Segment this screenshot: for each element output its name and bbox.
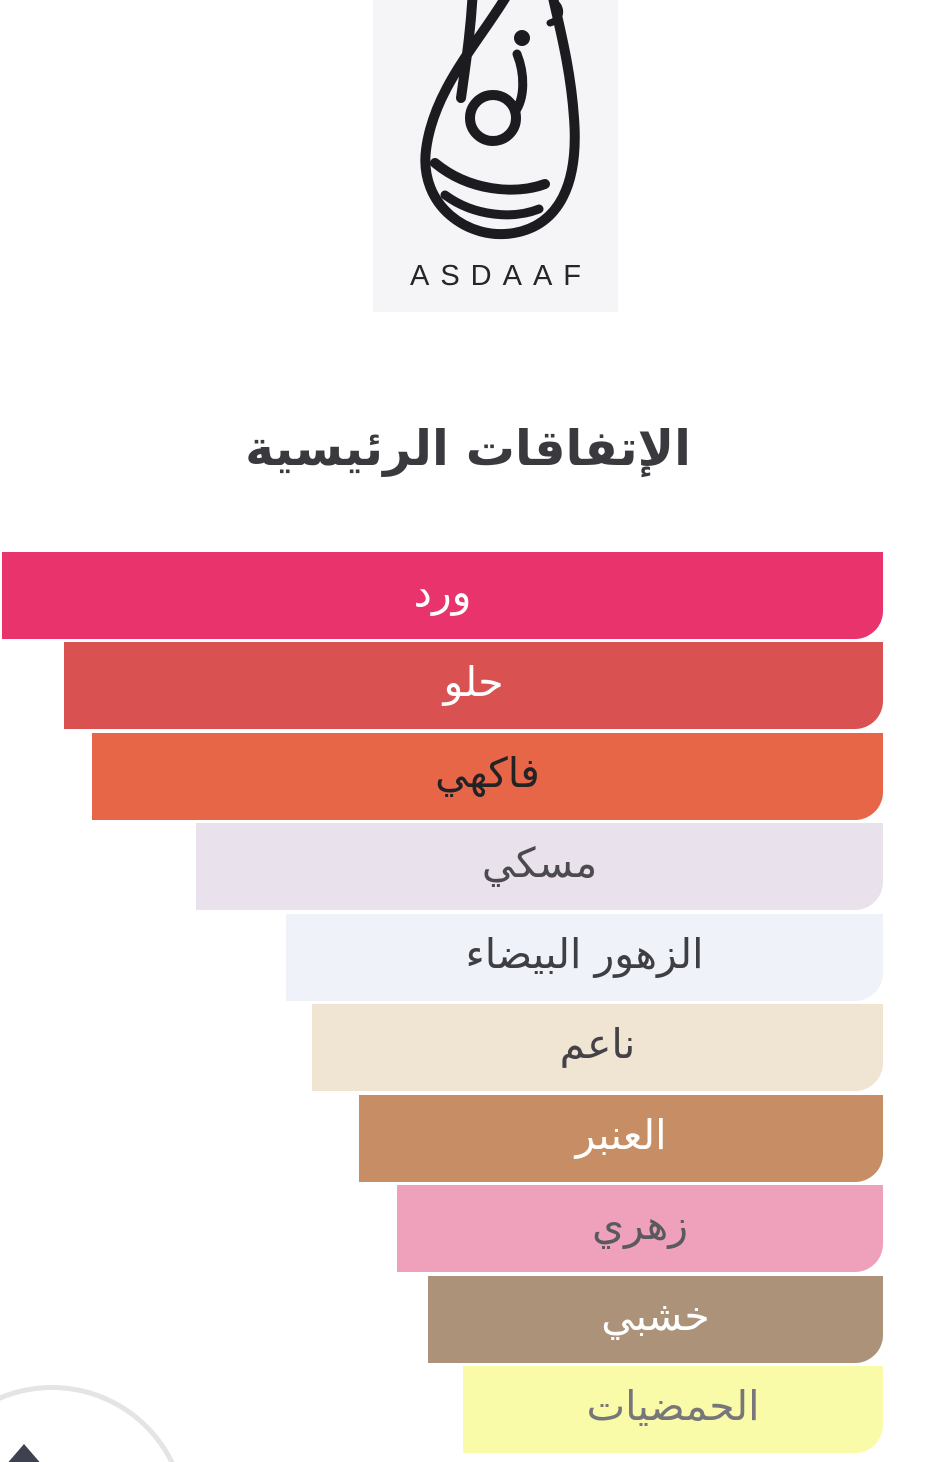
accord-bar-fruity	[92, 733, 883, 820]
accord-label: العنبر	[575, 1111, 667, 1159]
accord-label: الزهور البيضاء	[465, 930, 704, 978]
accord-bar-floral	[397, 1185, 883, 1272]
brand-wordmark: ASDAAF	[409, 260, 593, 292]
accord-bar-sweet	[64, 642, 883, 729]
accord-label: خشبي	[601, 1292, 710, 1340]
accord-label: ورد	[413, 568, 472, 616]
accord-bar-rose	[2, 552, 883, 639]
accord-bar-citrus	[463, 1366, 883, 1453]
accord-label: الحمضيات	[586, 1382, 760, 1430]
accord-bar-amber	[359, 1095, 883, 1182]
chevron-up-icon[interactable]	[5, 1444, 43, 1462]
accord-bar-soft	[312, 1004, 883, 1091]
accord-bar-musky	[196, 823, 883, 910]
accord-label: مسكي	[481, 839, 598, 887]
accord-bar-woody	[428, 1276, 883, 1363]
page-title: الإتفاقات الرئيسية	[245, 420, 691, 477]
accord-label: ناعم	[559, 1020, 636, 1068]
accord-label: حلو	[443, 658, 504, 706]
accord-label: فاكهي	[435, 749, 540, 797]
accord-bar-white-floral	[286, 914, 883, 1001]
asdaaf-calligraphy-icon	[373, 0, 618, 262]
accord-label: زهري	[591, 1201, 689, 1249]
brand-logo	[373, 0, 618, 312]
